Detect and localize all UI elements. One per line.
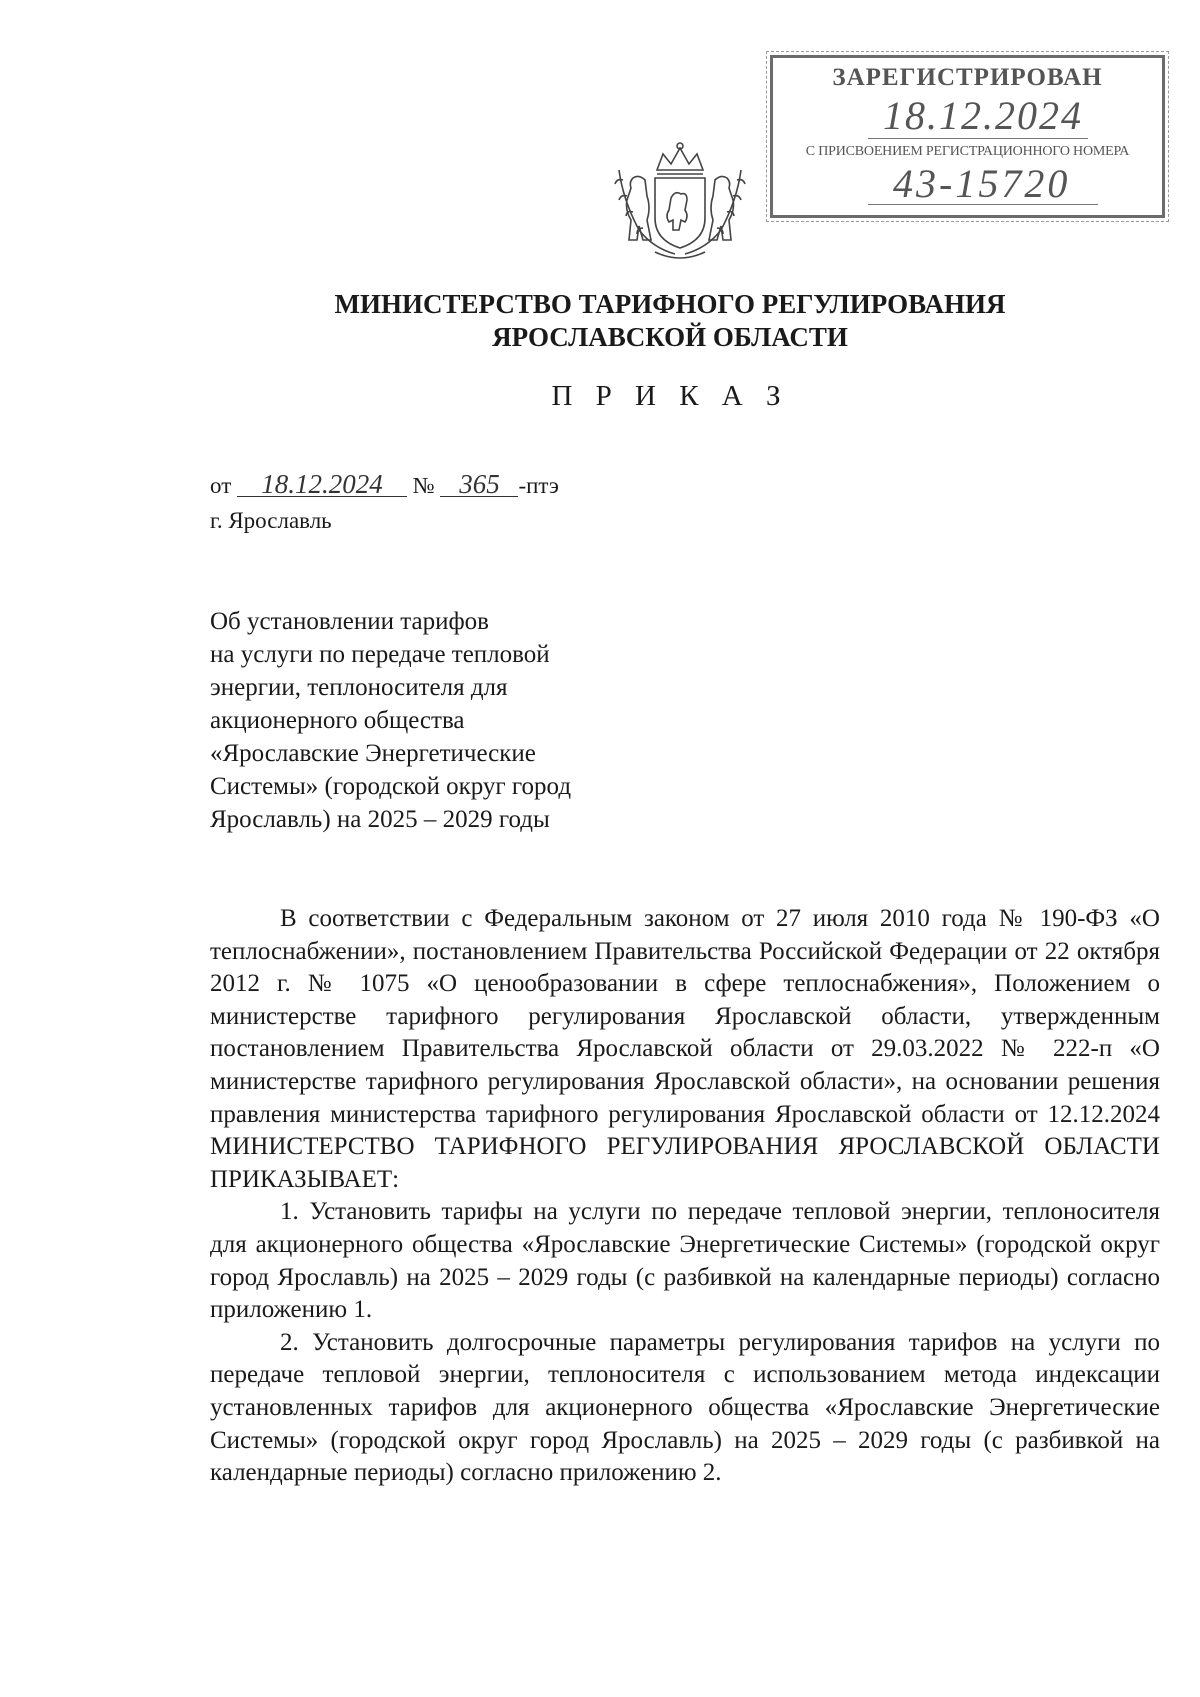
- subject-line: Об установлении тарифов: [210, 608, 489, 635]
- order-number: 365: [440, 472, 518, 497]
- ministry-name-line2: ЯРОСЛАВСКОЙ ОБЛАСТИ: [492, 322, 848, 352]
- stamp-subtitle: С ПРИСВОЕНИЕМ РЕГИСТРАЦИОННОГО НОМЕРА: [805, 144, 1130, 159]
- order-from-label: от: [210, 473, 232, 498]
- order-subject: [210, 605, 670, 836]
- stamp-registration-number: 43-15720: [893, 161, 1071, 206]
- document-type: П Р И К А З: [551, 380, 789, 412]
- body-preamble: В соответствии с Федеральным законом от 27 июля 2010 года № 190-ФЗ «О теплоснабжении», постановлением Правительства Российской Федерации от 22 октября 2012 г. № 1075 «О ценообразовании в сфере теплоснабжения», Положением о министерстве тарифного регулирования Ярославской области, утвержденным постановлением Правительства Ярославской области от 29.03.2022 № 222-п «О министерстве тарифного регулирования Ярославской области», на основании решения правления министерства тарифного регулирования Ярославской области от 12.12.2024: [210, 905, 1160, 1128]
- order-date: 18.12.2024: [237, 472, 407, 497]
- subject-line: акционерного общества: [210, 707, 465, 734]
- ministry-name-line1: МИНИСТЕРСТВО ТАРИФНОГО РЕГУЛИРОВАНИЯ: [334, 289, 1006, 319]
- subject-line: энергии, теплоносителя для: [210, 674, 508, 701]
- subject-line: Системы» (городской округ город: [210, 773, 572, 800]
- order-city: г. Ярославль: [210, 508, 332, 533]
- order-body: [210, 903, 1160, 1490]
- stamp-date-underline: [868, 138, 1088, 139]
- body-orders: МИНИСТЕРСТВО ТАРИФНОГО РЕГУЛИРОВАНИЯ ЯРОСЛАВСКОЙ ОБЛАСТИ ПРИКАЗЫВАЕТ:: [210, 1133, 1160, 1193]
- subject-line: на услуги по передаче тепловой: [210, 641, 550, 668]
- order-number-suffix: -птэ: [518, 473, 559, 498]
- subject-line: «Ярославские Энергетические: [210, 740, 536, 767]
- ministry-name: [0, 288, 1200, 354]
- order-dateline: [210, 469, 559, 499]
- body-item-1: 1. Установить тарифы на услуги по передаче тепловой энергии, теплоносителя для акционерного общества «Ярославские Энергетические Системы» (городской округ город Ярославль) на 2025 – 2029 годы (с разбивкой на календарные периоды) согласно приложению 1.: [210, 1198, 1160, 1324]
- order-number-label: №: [412, 473, 435, 498]
- subject-line: Ярославль) на 2025 – 2029 годы: [210, 806, 550, 833]
- coat-of-arms-icon: [605, 140, 755, 266]
- registration-stamp: [770, 55, 1165, 218]
- body-item-2: 2. Установить долгосрочные параметры регулирования тарифов на услуги по передаче тепловой энергии, теплоносителя с использованием метода индексации установленных тарифов для акционерного общества «Ярославские Энергетические Системы» (городской округ город Ярославль) на 2025 – 2029 годы (с разбивкой на календарные периоды) согласно приложению 2.: [210, 1328, 1160, 1487]
- stamp-date: 18.12.2024: [883, 93, 1083, 138]
- stamp-number-underline: [868, 204, 1098, 205]
- stamp-title: ЗАРЕГИСТРИРОВАН: [832, 64, 1103, 91]
